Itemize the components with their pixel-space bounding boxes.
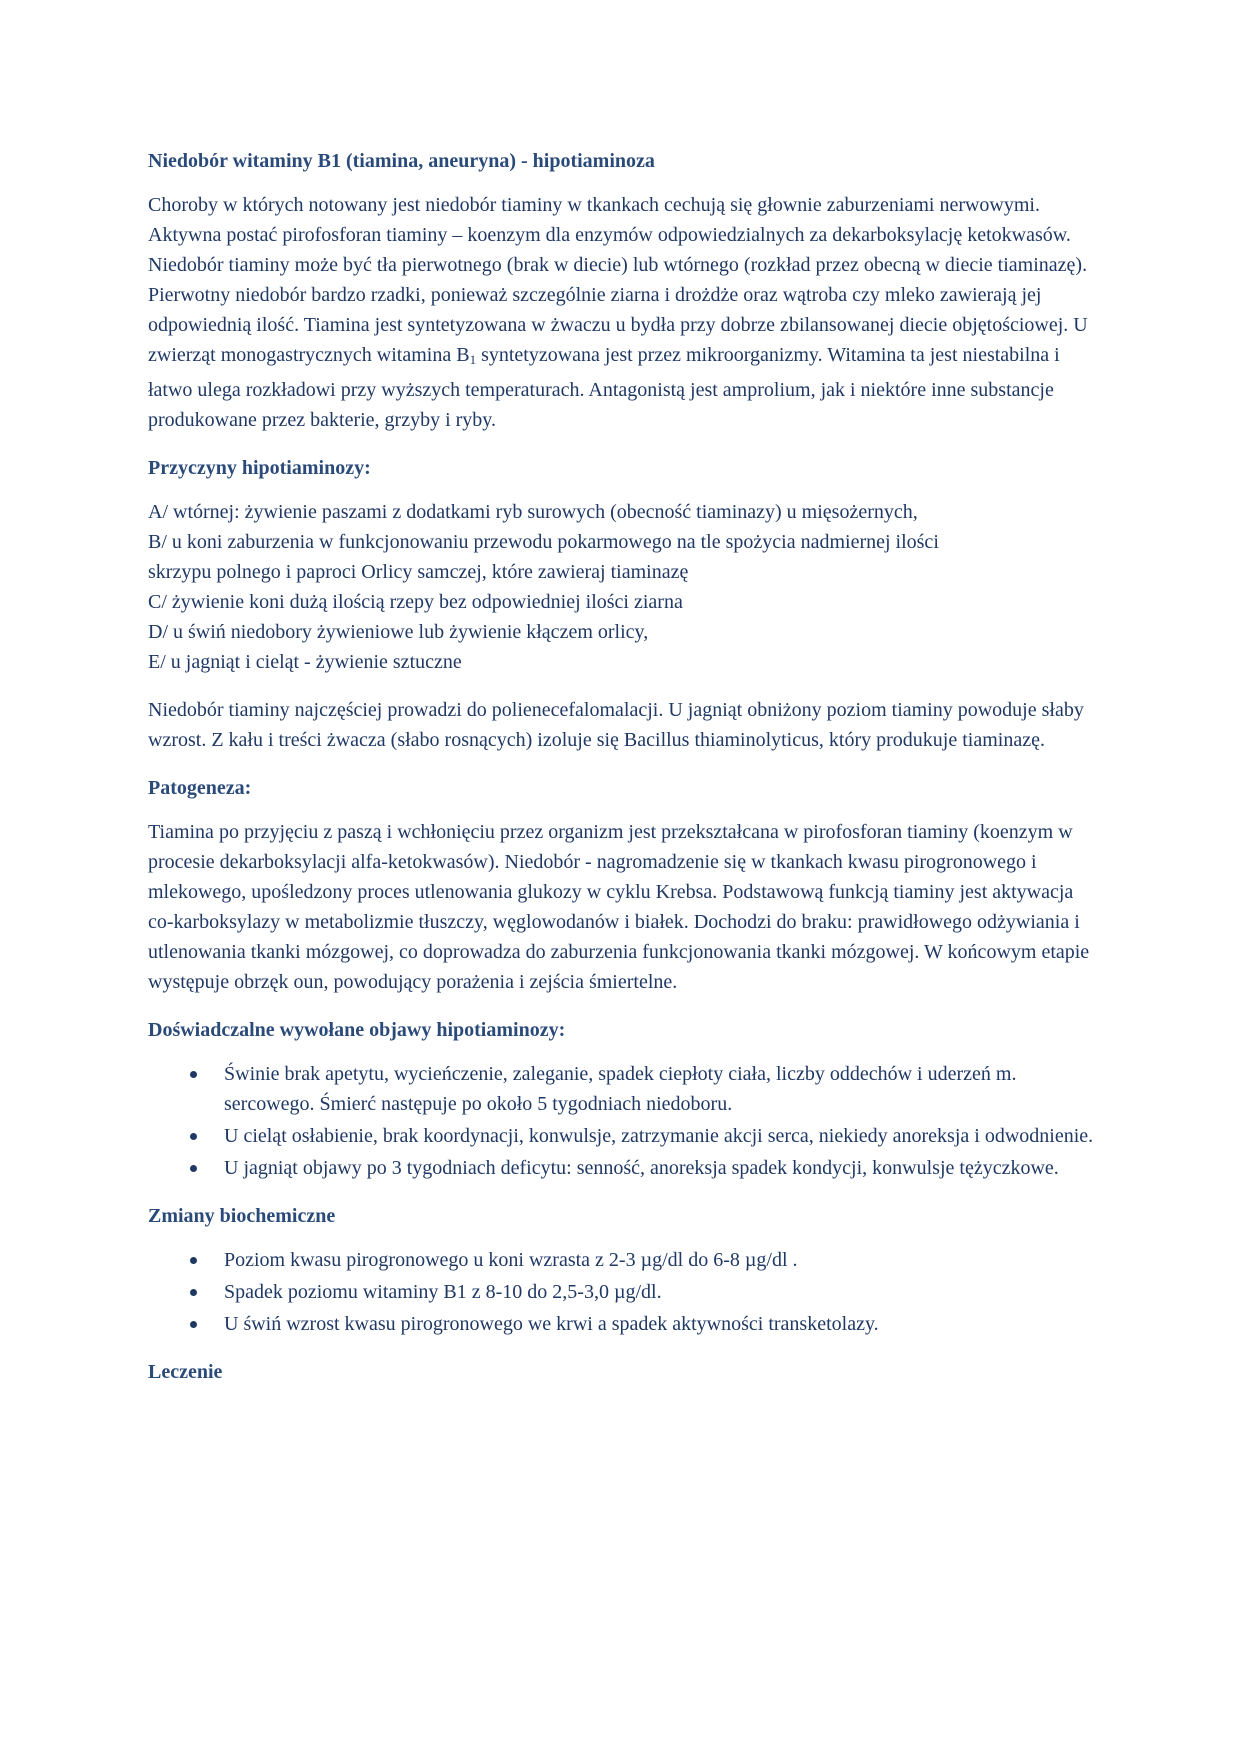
document-page bbox=[148, 146, 1098, 1401]
second-paragraph: Niedobór tiaminy najczęściej prowadzi do polienecefalomalacji. U jagniąt obniżony poziom tiaminy powoduje słaby wzrost. Z kału i treści żwacza (słabo rosnących) izoluje się Bacillus thiaminolyticus, który produkuje tiaminazę. bbox=[148, 699, 1084, 751]
list-item bbox=[224, 1153, 1098, 1183]
list-item-text: Spadek poziomu witaminy B1 z 8-10 do 2,5-3,0 µg/dl. bbox=[224, 1281, 662, 1303]
list-item bbox=[224, 1245, 1098, 1275]
list-item-text: U cieląt osłabienie, brak koordynacji, konwulsje, zatrzymanie akcji serca, niekiedy anoreksja i odwodnienie. bbox=[224, 1125, 1094, 1147]
intro-text: Choroby w których notowany jest niedobór tiaminy w tkankach cechują się głownie zaburzeniami nerwowymi. Aktywna postać pirofosforan tiaminy – koenzym dla enzymów odpowiedzialnych za dekarboksylację ketokwasów. Niedobór tiaminy może być tła pierwotnego (brak w diecie) lub wtórnego (rozkład przez obecną w diecie tiaminazę). Pierwotny niedobór bardzo rzadki, ponieważ szczególnie ziarna i drożdże oraz wątroba czy mleko zawierają jej odpowiednią ilość. Tiamina jest syntetyzowana w żwaczu u bydła przy dobrze zbilansowanej diecie objętościowej. U zwierząt monogastrycznych witamina B bbox=[148, 194, 1088, 366]
intro-text-cont: syntetyzowana jest przez mikroorganizmy. Witamina ta jest niestabilna i łatwo ulega rozkładowi przy wyższych temperaturach. Antagonistą jest amprolium, jak i niektóre inne substancje produkowane przez bakterie, grzyby i ryby. bbox=[148, 344, 1060, 431]
list-item bbox=[224, 1121, 1098, 1151]
causes-heading: Przyczyny hipotiaminozy: bbox=[148, 457, 371, 479]
bullet-icon bbox=[190, 1071, 197, 1078]
list-item bbox=[224, 1309, 1098, 1339]
list-item-text: U jagniąt objawy po 3 tygodniach deficytu: senność, anoreksja spadek kondycji, konwulsje tężyczkowe. bbox=[224, 1157, 1059, 1179]
list-item bbox=[224, 1059, 1098, 1119]
cause-line: A/ wtórnej: żywienie paszami z dodatkami ryb surowych (obecność tiaminazy) u mięsożernych, bbox=[148, 501, 918, 523]
bullet-icon bbox=[190, 1321, 197, 1328]
symptoms-list bbox=[148, 1059, 1098, 1183]
pathogenesis-paragraph: Tiamina po przyjęciu z paszą i wchłonięciu przez organizm jest przekształcana w pirofosforan tiaminy (koenzym w procesie dekarboksylacji alfa-ketokwasów). Niedobór - nagromadzenie się w tkankach kwasu pirogronowego i mlekowego, upośledzony proces utlenowania glukozy w cyklu Krebsa. Podstawową funkcją tiaminy jest aktywacja co-karboksylazy w metabolizmie tłuszczy, węglowodanów i białek. Dochodzi do braku: prawidłowego odżywiania i utlenowania tkanki mózgowej, co doprowadza do zaburzenia funkcjonowania tkanki mózgowej. W końcowym etapie występuje obrzęk oun, powodujący porażenia i zejścia śmiertelne. bbox=[148, 821, 1090, 993]
pathogenesis-heading: Patogeneza: bbox=[148, 777, 252, 799]
list-item-text: U świń wzrost kwasu pirogronowego we krwi a spadek aktywności transketolazy. bbox=[224, 1313, 879, 1335]
biochem-list bbox=[148, 1245, 1098, 1339]
list-item-text: Poziom kwasu pirogronowego u koni wzrasta z 2-3 µg/dl do 6-8 µg/dl . bbox=[224, 1249, 798, 1271]
bullet-icon bbox=[190, 1257, 197, 1264]
list-item bbox=[224, 1277, 1098, 1307]
cause-line: D/ u świń niedobory żywieniowe lub żywienie kłączem orlicy, bbox=[148, 621, 649, 643]
cause-line: C/ żywienie koni dużą ilością rzepy bez odpowiedniej ilości ziarna bbox=[148, 591, 683, 613]
bullet-icon bbox=[190, 1165, 197, 1172]
intro-subscript: 1 bbox=[469, 352, 477, 367]
cause-line: skrzypu polnego i paproci Orlicy samczej, które zawieraj tiaminazę bbox=[148, 561, 689, 583]
bullet-icon bbox=[190, 1289, 197, 1296]
document-title: Niedobór witaminy B1 (tiamina, aneuryna) - hipotiaminoza bbox=[148, 150, 655, 172]
bullet-icon bbox=[190, 1133, 197, 1140]
symptoms-heading: Doświadczalne wywołane objawy hipotiaminozy: bbox=[148, 1019, 566, 1041]
cause-line: E/ u jagniąt i cieląt - żywienie sztuczne bbox=[148, 651, 462, 673]
treatment-heading: Leczenie bbox=[148, 1361, 223, 1383]
cause-line: B/ u koni zaburzenia w funkcjonowaniu przewodu pokarmowego na tle spożycia nadmiernej ilości bbox=[148, 531, 939, 553]
list-item-text: Świnie brak apetytu, wycieńczenie, zaleganie, spadek ciepłoty ciała, liczby oddechów i uderzeń m. sercowego. Śmierć następuje po około 5 tygodniach niedoboru. bbox=[224, 1063, 1017, 1115]
causes-list bbox=[148, 497, 1098, 677]
intro-paragraph bbox=[148, 190, 1098, 435]
biochem-heading: Zmiany biochemiczne bbox=[148, 1205, 336, 1227]
